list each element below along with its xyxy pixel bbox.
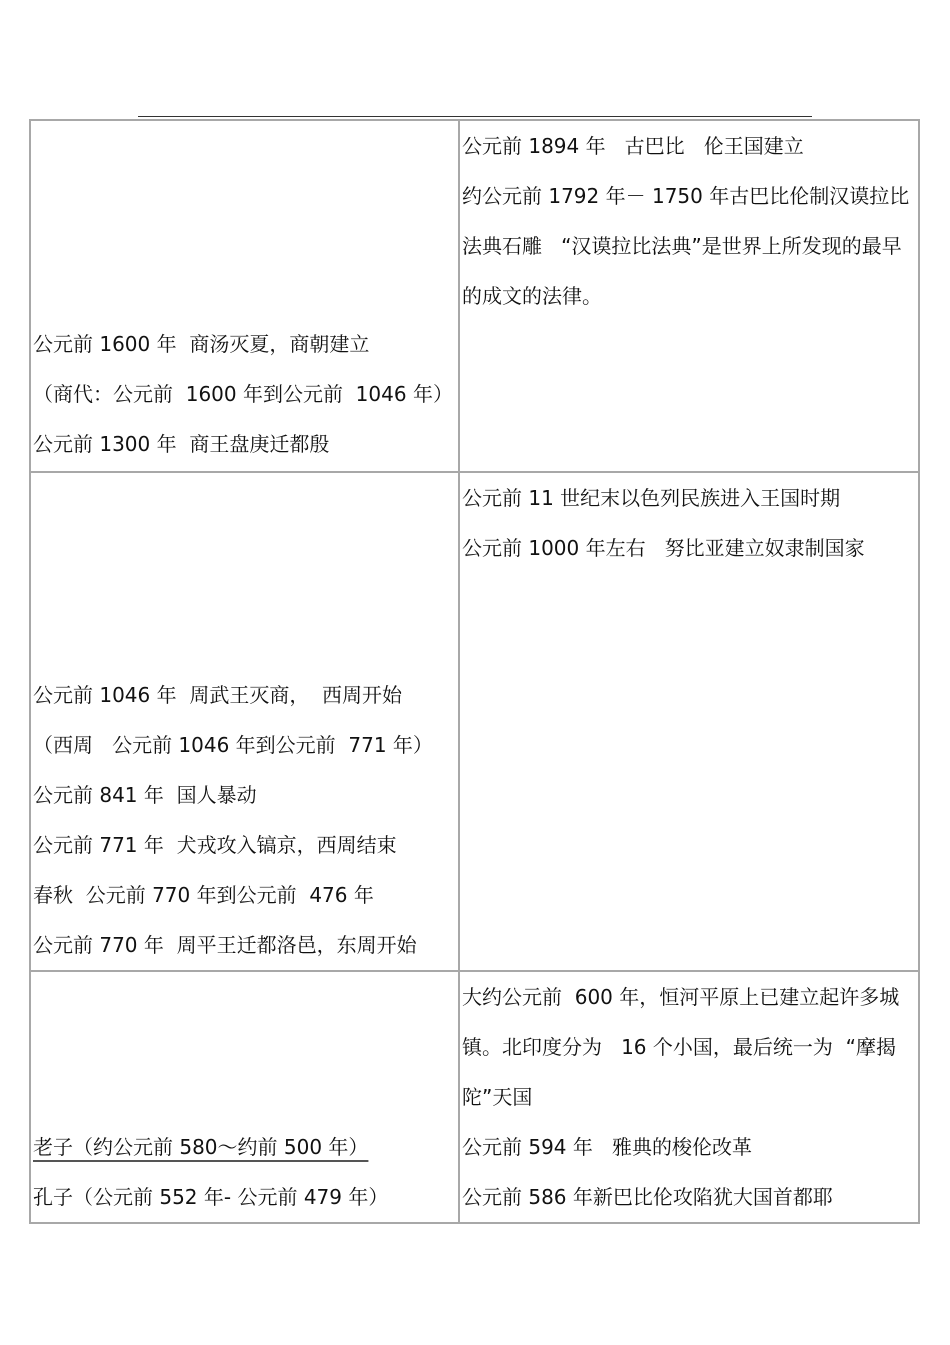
table-cell-china: [30, 971, 459, 1223]
entry-text: （西周 公元前 1046 年到公元前 771 年）: [33, 733, 433, 757]
entry-text: 公元前 594 年 雅典的梭伦改革: [462, 1135, 752, 1159]
header-rule: [138, 116, 812, 117]
entry-text: 公元前 1894 年 古巴比 伦王国建立: [462, 134, 804, 158]
entry-text: 公元前 1046 年 周武王灭商， 西周开始: [33, 683, 403, 707]
table-row: [30, 472, 919, 971]
table-cell-world: [459, 472, 919, 971]
table-cell-china: [30, 120, 459, 472]
table-row: [30, 971, 919, 1223]
entry-text: 公元前 770 年 周平王迁都洛邑，东周开始: [33, 933, 417, 957]
entry-text: 公元前 11 世纪末以色列民族进入王国时期: [462, 486, 841, 510]
entry-text: 公元前 1600 年 商汤灭夏，商朝建立: [33, 332, 370, 356]
table-cell-world: [459, 120, 919, 472]
entry-text: 公元前 771 年 犬戎攻入镐京，西周结束: [33, 833, 397, 857]
table-row: [30, 120, 919, 472]
entry-text: 孔子（公元前 552 年- 公元前 479 年）: [33, 1185, 389, 1209]
entry-text: 大约公元前 600 年，恒河平原上已建立起许多城镇。北印度分为 16 个小国，最后统一为 “摩揭陀”天国: [462, 985, 900, 1109]
entry-text: 约公元前 1792 年－ 1750 年古巴比伦制汉谟拉比法典石雕 “汉谟拉比法典”是世界上所发现的最早的成文的法律。: [462, 184, 910, 308]
timeline-table: [29, 119, 920, 1224]
entry-text: 春秋 公元前 770 年到公元前 476 年: [33, 883, 374, 907]
entry-text: 老子（约公元前 580～约前 500 年）: [33, 1135, 369, 1159]
table-cell-world: [459, 971, 919, 1223]
entry-text: （商代：公元前 1600 年到公元前 1046 年）: [33, 382, 453, 406]
entry-text: 公元前 841 年 国人暴动: [33, 783, 257, 807]
entry-text: 公元前 1300 年 商王盘庚迁都殷: [33, 432, 330, 456]
table-cell-china: [30, 472, 459, 971]
entry-text: 公元前 1000 年左右 努比亚建立奴隶制国家: [462, 536, 865, 560]
entry-text: 公元前 586 年新巴比伦攻陷犹大国首都耶: [462, 1185, 833, 1209]
